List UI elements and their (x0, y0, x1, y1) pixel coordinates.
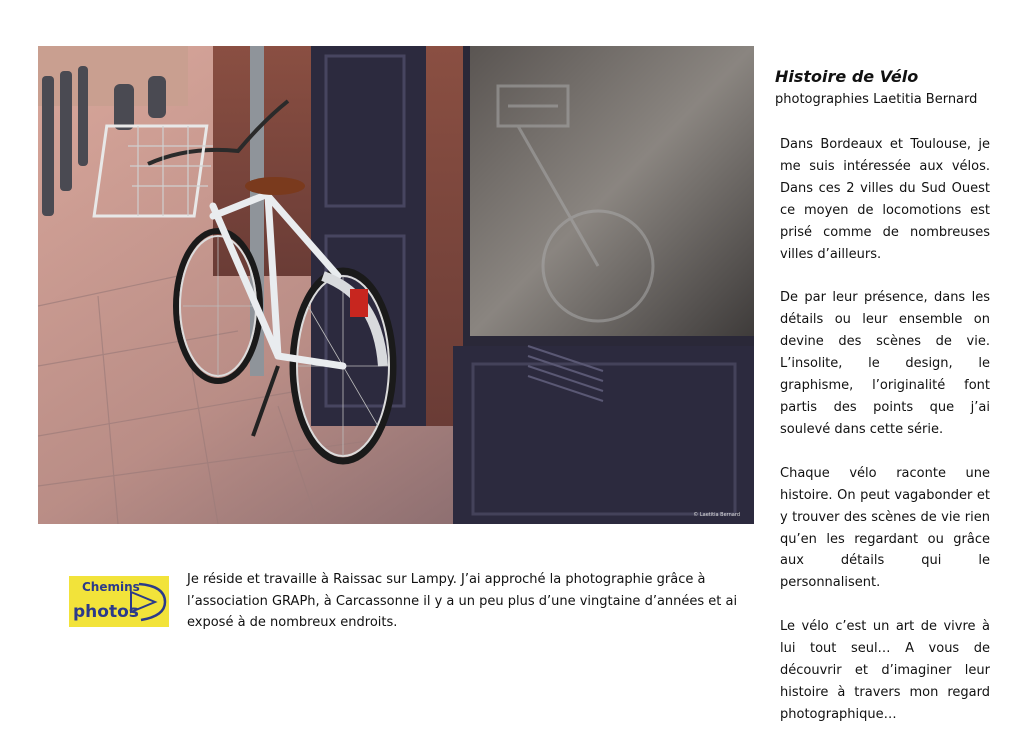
bicycle-photo (38, 46, 754, 524)
description-paragraph: De par leur présence, dans les détails ou leur ensemble on devine des scènes de vie. L’insolite, le design, le graphisme, l’originalité font partis des points que j’ai soulevé dans cette série. (780, 290, 990, 437)
author-bio: Je réside et travaille à Raissac sur Lampy. J’ai approché la photographie grâce à l’association GRAPh, à Carcassonne il y a un peu plus d’une vingtaine d’années et ai exposé à de nombreux endroits. (187, 572, 738, 630)
window-lower-panel (453, 346, 754, 524)
description-paragraph: Le vélo c’est un art de vivre à lui tout seul… A vous de découvrir et d’imaginer leur histoire à travers mon regard photographique… (780, 619, 990, 722)
shop-window-glass (470, 46, 754, 336)
description-text (780, 134, 990, 748)
photo-credit: © Laetitia Bernard (693, 512, 740, 518)
bicycle-photo-illustration (38, 46, 754, 524)
page-subtitle: photographies Laetitia Bernard (775, 92, 978, 107)
page-title: Histoire de Vélo (775, 67, 919, 86)
description-paragraph: Dans Bordeaux et Toulouse, je me suis intéressée aux vélos. Dans ces 2 villes du Sud Ouest ce moyen de locomotions est prisé comme de nombreuses villes d’ailleurs. (780, 137, 990, 262)
logo-line1: Chemins (82, 580, 140, 594)
logo-line2: photos (73, 602, 139, 622)
description-paragraph: Chaque vélo raconte une histoire. On peut vagabonder et y trouver des scènes de vie rien qu’en les regardant ou grâce aux détails qui le personnalisent. (780, 465, 990, 591)
chemins-photos-logo (69, 576, 169, 627)
